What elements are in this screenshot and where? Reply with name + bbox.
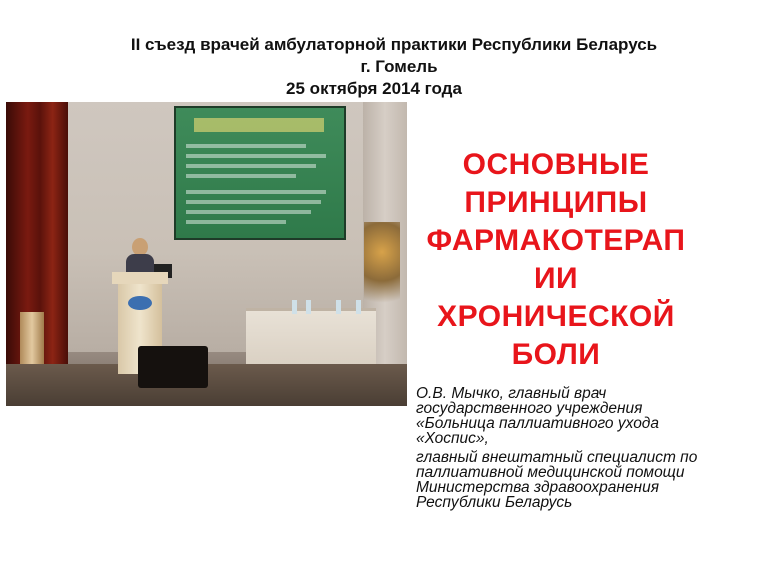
photo-loudspeaker <box>138 346 208 388</box>
title-line: ОСНОВНЫЕ <box>462 148 650 181</box>
conference-header <box>0 34 768 100</box>
author-info <box>416 386 756 510</box>
conference-photo <box>6 102 407 406</box>
title-line: БОЛИ <box>511 338 601 371</box>
presentation-title <box>406 146 706 374</box>
conference-title: II съезд врачей амбулаторной практики Республики Беларусь <box>130 35 658 54</box>
photo-plant <box>364 222 400 322</box>
author-line: паллиативной медицинской помощи <box>416 464 685 481</box>
conference-date: 25 октября 2014 года <box>286 79 462 98</box>
conference-city: г. Гомель <box>360 57 438 76</box>
author-line: «Больница паллиативного ухода <box>416 415 659 432</box>
title-line: ФАРМАКОТЕРАП <box>426 224 686 257</box>
author-line: «Хоспис», <box>416 430 489 447</box>
title-line: ПРИНЦИПЫ <box>464 186 648 219</box>
title-line: ХРОНИЧЕСКОЙ <box>437 300 675 333</box>
author-line: О.В. Мычко, главный врач <box>416 385 607 402</box>
author-line: главный внештатный специалист по <box>416 449 698 466</box>
author-line: Министерства здравоохранения <box>416 479 659 496</box>
title-line: ИИ <box>533 262 579 295</box>
podium-logo-icon <box>128 296 152 310</box>
author-line: Республики Беларусь <box>416 494 573 511</box>
projection-screen <box>174 106 346 240</box>
author-line: государственного учреждения <box>416 400 643 417</box>
